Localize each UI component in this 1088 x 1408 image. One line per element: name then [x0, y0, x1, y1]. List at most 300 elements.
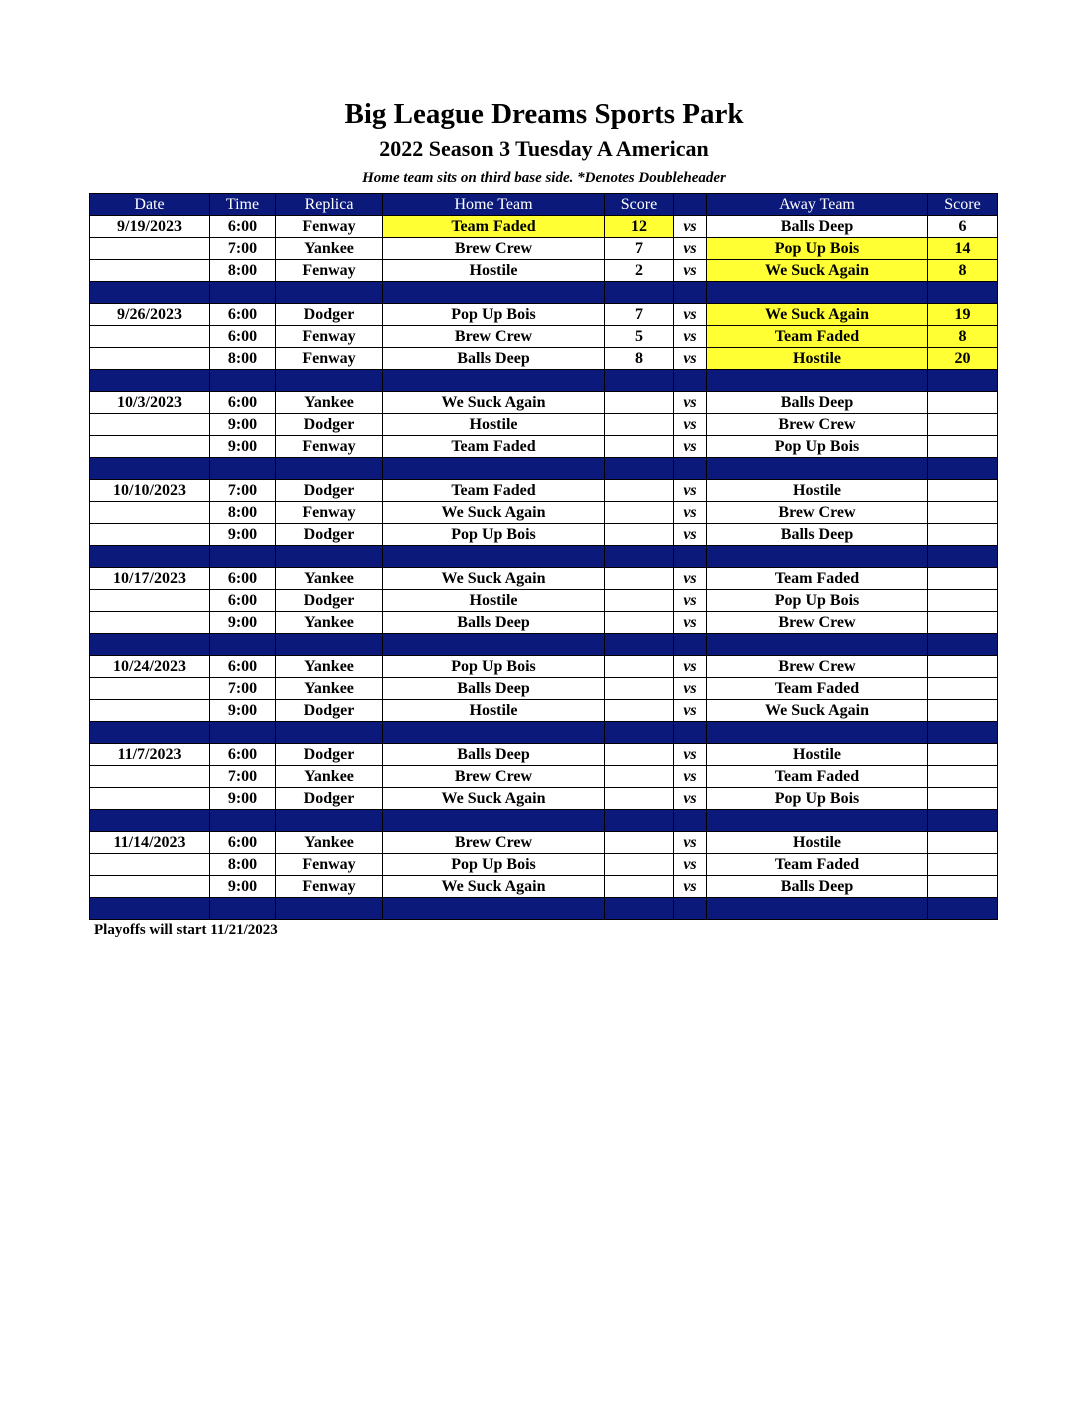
- cell-vs: vs: [674, 744, 707, 766]
- cell-home-score: [605, 678, 674, 700]
- cell-away-team: Balls Deep: [707, 216, 928, 238]
- cell-replica: Fenway: [276, 876, 383, 898]
- table-row: [90, 326, 998, 348]
- cell-home-team: Team Faded: [383, 436, 605, 458]
- cell-time: 7:00: [210, 480, 276, 502]
- cell-vs: vs: [674, 700, 707, 722]
- cell-vs: vs: [674, 216, 707, 238]
- cell-time: 8:00: [210, 854, 276, 876]
- cell-away-score: [928, 832, 998, 854]
- week-separator-row: [90, 722, 998, 744]
- table-row: [90, 524, 998, 546]
- table-row: [90, 590, 998, 612]
- separator-cell: [383, 546, 605, 568]
- cell-time: 9:00: [210, 414, 276, 436]
- separator-cell: [707, 458, 928, 480]
- cell-time: 8:00: [210, 502, 276, 524]
- cell-date: 11/14/2023: [90, 832, 210, 854]
- cell-home-score: 12: [605, 216, 674, 238]
- cell-away-score: [928, 700, 998, 722]
- cell-home-team: We Suck Again: [383, 392, 605, 414]
- cell-away-team: Hostile: [707, 348, 928, 370]
- cell-vs: vs: [674, 326, 707, 348]
- separator-cell: [276, 370, 383, 392]
- cell-home-team: Brew Crew: [383, 832, 605, 854]
- col-header-date: Date: [90, 194, 210, 216]
- cell-home-score: [605, 414, 674, 436]
- col-header-replica: Replica: [276, 194, 383, 216]
- cell-replica: Dodger: [276, 414, 383, 436]
- cell-away-score: [928, 766, 998, 788]
- cell-time: 6:00: [210, 216, 276, 238]
- cell-vs: vs: [674, 656, 707, 678]
- table-row: [90, 436, 998, 458]
- cell-away-score: [928, 480, 998, 502]
- cell-vs: vs: [674, 414, 707, 436]
- cell-time: 6:00: [210, 392, 276, 414]
- cell-away-team: Balls Deep: [707, 876, 928, 898]
- separator-cell: [210, 370, 276, 392]
- col-header-home-score: Score: [605, 194, 674, 216]
- cell-away-score: [928, 392, 998, 414]
- cell-time: 7:00: [210, 678, 276, 700]
- cell-home-score: [605, 568, 674, 590]
- cell-time: 9:00: [210, 788, 276, 810]
- cell-replica: Fenway: [276, 326, 383, 348]
- separator-cell: [928, 810, 998, 832]
- separator-cell: [383, 370, 605, 392]
- cell-date: 10/10/2023: [90, 480, 210, 502]
- cell-time: 6:00: [210, 590, 276, 612]
- week-separator-row: [90, 546, 998, 568]
- separator-cell: [276, 282, 383, 304]
- cell-replica: Dodger: [276, 788, 383, 810]
- separator-cell: [383, 810, 605, 832]
- separator-cell: [674, 458, 707, 480]
- cell-time: 6:00: [210, 744, 276, 766]
- cell-home-team: Team Faded: [383, 480, 605, 502]
- cell-home-score: [605, 590, 674, 612]
- cell-date: [90, 590, 210, 612]
- cell-time: 9:00: [210, 700, 276, 722]
- separator-cell: [928, 722, 998, 744]
- cell-replica: Fenway: [276, 260, 383, 282]
- separator-cell: [210, 634, 276, 656]
- cell-home-team: Pop Up Bois: [383, 304, 605, 326]
- cell-away-team: Team Faded: [707, 766, 928, 788]
- cell-away-team: We Suck Again: [707, 304, 928, 326]
- cell-home-team: Balls Deep: [383, 348, 605, 370]
- separator-cell: [90, 810, 210, 832]
- cell-away-score: 19: [928, 304, 998, 326]
- separator-cell: [276, 898, 383, 920]
- separator-cell: [605, 458, 674, 480]
- cell-date: 9/26/2023: [90, 304, 210, 326]
- cell-home-score: 2: [605, 260, 674, 282]
- cell-away-team: Team Faded: [707, 854, 928, 876]
- cell-replica: Fenway: [276, 854, 383, 876]
- cell-vs: vs: [674, 524, 707, 546]
- cell-replica: Dodger: [276, 744, 383, 766]
- table-row: [90, 238, 998, 260]
- cell-home-team: Pop Up Bois: [383, 524, 605, 546]
- playoffs-note: Playoffs will start 11/21/2023: [94, 922, 278, 938]
- separator-cell: [210, 898, 276, 920]
- cell-time: 8:00: [210, 260, 276, 282]
- cell-away-score: 8: [928, 326, 998, 348]
- cell-date: [90, 788, 210, 810]
- table-row: [90, 656, 998, 678]
- cell-away-team: Hostile: [707, 744, 928, 766]
- cell-replica: Yankee: [276, 238, 383, 260]
- cell-home-team: Brew Crew: [383, 326, 605, 348]
- table-row: [90, 568, 998, 590]
- cell-home-score: [605, 436, 674, 458]
- cell-home-score: [605, 656, 674, 678]
- separator-cell: [707, 722, 928, 744]
- cell-time: 9:00: [210, 524, 276, 546]
- cell-replica: Dodger: [276, 480, 383, 502]
- cell-vs: vs: [674, 348, 707, 370]
- cell-away-score: [928, 854, 998, 876]
- cell-home-score: 5: [605, 326, 674, 348]
- cell-away-score: 8: [928, 260, 998, 282]
- separator-cell: [210, 722, 276, 744]
- separator-cell: [90, 370, 210, 392]
- cell-replica: Dodger: [276, 590, 383, 612]
- separator-cell: [707, 898, 928, 920]
- cell-away-team: Brew Crew: [707, 612, 928, 634]
- week-separator-row: [90, 634, 998, 656]
- cell-home-score: [605, 876, 674, 898]
- schedule-body: [90, 216, 998, 920]
- cell-vs: vs: [674, 392, 707, 414]
- cell-away-team: Balls Deep: [707, 392, 928, 414]
- separator-cell: [276, 722, 383, 744]
- separator-cell: [674, 810, 707, 832]
- cell-time: 9:00: [210, 612, 276, 634]
- separator-cell: [383, 634, 605, 656]
- cell-date: [90, 854, 210, 876]
- table-row: [90, 304, 998, 326]
- table-row: [90, 744, 998, 766]
- cell-home-team: Hostile: [383, 700, 605, 722]
- cell-vs: vs: [674, 612, 707, 634]
- cell-vs: vs: [674, 436, 707, 458]
- cell-home-score: [605, 502, 674, 524]
- cell-time: 6:00: [210, 656, 276, 678]
- cell-vs: vs: [674, 304, 707, 326]
- separator-cell: [90, 546, 210, 568]
- cell-home-score: [605, 744, 674, 766]
- cell-away-team: We Suck Again: [707, 700, 928, 722]
- schedule-note: Home team sits on third base side. *Denotes Doubleheader: [362, 170, 726, 186]
- cell-away-team: Team Faded: [707, 326, 928, 348]
- separator-cell: [90, 722, 210, 744]
- cell-replica: Yankee: [276, 392, 383, 414]
- cell-date: [90, 326, 210, 348]
- page-title: Big League Dreams Sports Park: [344, 98, 744, 130]
- col-header-away-team: Away Team: [707, 194, 928, 216]
- table-row: [90, 876, 998, 898]
- table-row: [90, 612, 998, 634]
- cell-home-team: Balls Deep: [383, 744, 605, 766]
- week-separator-row: [90, 810, 998, 832]
- cell-away-team: Hostile: [707, 832, 928, 854]
- col-header-home-team: Home Team: [383, 194, 605, 216]
- cell-home-team: Pop Up Bois: [383, 656, 605, 678]
- cell-home-team: Balls Deep: [383, 678, 605, 700]
- separator-cell: [674, 898, 707, 920]
- cell-away-score: 20: [928, 348, 998, 370]
- cell-away-score: [928, 678, 998, 700]
- separator-cell: [674, 722, 707, 744]
- table-row: [90, 392, 998, 414]
- cell-home-team: We Suck Again: [383, 876, 605, 898]
- cell-away-team: Brew Crew: [707, 502, 928, 524]
- table-row: [90, 414, 998, 436]
- cell-away-score: [928, 414, 998, 436]
- separator-cell: [605, 370, 674, 392]
- cell-home-team: Brew Crew: [383, 238, 605, 260]
- cell-time: 6:00: [210, 832, 276, 854]
- cell-time: 9:00: [210, 436, 276, 458]
- cell-replica: Yankee: [276, 678, 383, 700]
- cell-away-score: [928, 876, 998, 898]
- table-row: [90, 502, 998, 524]
- cell-away-team: Brew Crew: [707, 656, 928, 678]
- cell-vs: vs: [674, 502, 707, 524]
- separator-cell: [90, 458, 210, 480]
- cell-date: [90, 414, 210, 436]
- cell-home-team: Brew Crew: [383, 766, 605, 788]
- cell-away-team: Pop Up Bois: [707, 436, 928, 458]
- separator-cell: [210, 810, 276, 832]
- separator-cell: [90, 898, 210, 920]
- separator-cell: [383, 458, 605, 480]
- cell-away-team: Balls Deep: [707, 524, 928, 546]
- separator-cell: [674, 282, 707, 304]
- separator-cell: [605, 634, 674, 656]
- separator-cell: [605, 546, 674, 568]
- cell-date: [90, 612, 210, 634]
- cell-away-team: Pop Up Bois: [707, 238, 928, 260]
- separator-cell: [210, 546, 276, 568]
- cell-replica: Yankee: [276, 568, 383, 590]
- separator-cell: [928, 370, 998, 392]
- separator-cell: [605, 898, 674, 920]
- separator-cell: [707, 370, 928, 392]
- table-row: [90, 700, 998, 722]
- cell-date: 10/3/2023: [90, 392, 210, 414]
- separator-cell: [276, 546, 383, 568]
- cell-away-score: [928, 502, 998, 524]
- separator-cell: [90, 282, 210, 304]
- separator-cell: [928, 898, 998, 920]
- week-separator-row: [90, 370, 998, 392]
- cell-replica: Fenway: [276, 216, 383, 238]
- cell-replica: Yankee: [276, 656, 383, 678]
- cell-home-team: We Suck Again: [383, 502, 605, 524]
- table-row: [90, 766, 998, 788]
- separator-cell: [210, 458, 276, 480]
- cell-replica: Yankee: [276, 612, 383, 634]
- cell-vs: vs: [674, 480, 707, 502]
- cell-time: 6:00: [210, 326, 276, 348]
- cell-date: 10/24/2023: [90, 656, 210, 678]
- cell-date: [90, 436, 210, 458]
- cell-date: 10/17/2023: [90, 568, 210, 590]
- cell-replica: Dodger: [276, 304, 383, 326]
- cell-away-score: 6: [928, 216, 998, 238]
- cell-away-team: Hostile: [707, 480, 928, 502]
- separator-cell: [90, 634, 210, 656]
- separator-cell: [928, 634, 998, 656]
- cell-away-score: [928, 656, 998, 678]
- cell-away-team: We Suck Again: [707, 260, 928, 282]
- cell-date: [90, 238, 210, 260]
- cell-date: [90, 502, 210, 524]
- cell-date: [90, 766, 210, 788]
- table-row: [90, 216, 998, 238]
- separator-cell: [707, 546, 928, 568]
- separator-cell: [674, 546, 707, 568]
- separator-cell: [707, 810, 928, 832]
- table-row: [90, 832, 998, 854]
- cell-away-score: [928, 524, 998, 546]
- separator-cell: [605, 810, 674, 832]
- cell-away-score: [928, 744, 998, 766]
- cell-home-team: Balls Deep: [383, 612, 605, 634]
- cell-time: 6:00: [210, 304, 276, 326]
- cell-home-score: [605, 700, 674, 722]
- separator-cell: [210, 282, 276, 304]
- cell-vs: vs: [674, 766, 707, 788]
- cell-replica: Yankee: [276, 766, 383, 788]
- cell-vs: vs: [674, 238, 707, 260]
- separator-cell: [276, 634, 383, 656]
- cell-date: [90, 348, 210, 370]
- separator-cell: [383, 722, 605, 744]
- week-separator-row: [90, 282, 998, 304]
- separator-cell: [707, 634, 928, 656]
- cell-away-team: Team Faded: [707, 678, 928, 700]
- table-row: [90, 260, 998, 282]
- week-separator-row: [90, 458, 998, 480]
- cell-away-score: [928, 590, 998, 612]
- cell-away-team: Brew Crew: [707, 414, 928, 436]
- cell-vs: vs: [674, 854, 707, 876]
- separator-cell: [928, 546, 998, 568]
- separator-cell: [276, 810, 383, 832]
- cell-away-team: Pop Up Bois: [707, 788, 928, 810]
- cell-away-score: [928, 612, 998, 634]
- col-header-away-score: Score: [928, 194, 998, 216]
- cell-replica: Fenway: [276, 348, 383, 370]
- cell-vs: vs: [674, 832, 707, 854]
- separator-cell: [276, 458, 383, 480]
- cell-home-score: 8: [605, 348, 674, 370]
- table-row: [90, 348, 998, 370]
- cell-home-score: 7: [605, 304, 674, 326]
- cell-home-score: [605, 832, 674, 854]
- cell-vs: vs: [674, 678, 707, 700]
- cell-home-score: [605, 766, 674, 788]
- cell-time: 8:00: [210, 348, 276, 370]
- cell-vs: vs: [674, 590, 707, 612]
- cell-away-score: [928, 788, 998, 810]
- cell-away-score: [928, 436, 998, 458]
- cell-home-score: [605, 392, 674, 414]
- col-header-time: Time: [210, 194, 276, 216]
- cell-home-team: Hostile: [383, 590, 605, 612]
- table-header-row: [90, 194, 998, 216]
- cell-away-score: 14: [928, 238, 998, 260]
- separator-cell: [605, 282, 674, 304]
- cell-replica: Fenway: [276, 502, 383, 524]
- table-row: [90, 854, 998, 876]
- cell-date: [90, 524, 210, 546]
- page-subtitle: 2022 Season 3 Tuesday A American: [379, 136, 709, 161]
- cell-home-score: [605, 480, 674, 502]
- cell-home-score: [605, 854, 674, 876]
- week-separator-row: [90, 898, 998, 920]
- cell-date: [90, 260, 210, 282]
- cell-home-team: Hostile: [383, 414, 605, 436]
- cell-time: 6:00: [210, 568, 276, 590]
- cell-home-score: 7: [605, 238, 674, 260]
- cell-time: 7:00: [210, 766, 276, 788]
- cell-away-score: [928, 568, 998, 590]
- cell-date: [90, 876, 210, 898]
- separator-cell: [928, 458, 998, 480]
- cell-time: 9:00: [210, 876, 276, 898]
- cell-replica: Dodger: [276, 700, 383, 722]
- table-row: [90, 678, 998, 700]
- table-row: [90, 788, 998, 810]
- cell-home-score: [605, 524, 674, 546]
- cell-home-team: We Suck Again: [383, 788, 605, 810]
- cell-date: [90, 678, 210, 700]
- separator-cell: [674, 370, 707, 392]
- cell-vs: vs: [674, 876, 707, 898]
- cell-replica: Dodger: [276, 524, 383, 546]
- cell-vs: vs: [674, 788, 707, 810]
- table-row: [90, 480, 998, 502]
- cell-replica: Yankee: [276, 832, 383, 854]
- cell-replica: Fenway: [276, 436, 383, 458]
- cell-vs: vs: [674, 568, 707, 590]
- separator-cell: [928, 282, 998, 304]
- col-header-vs: [674, 194, 707, 216]
- cell-home-team: Pop Up Bois: [383, 854, 605, 876]
- cell-date: 9/19/2023: [90, 216, 210, 238]
- separator-cell: [707, 282, 928, 304]
- cell-vs: vs: [674, 260, 707, 282]
- schedule-table: [89, 193, 998, 920]
- cell-home-team: Team Faded: [383, 216, 605, 238]
- cell-away-team: Pop Up Bois: [707, 590, 928, 612]
- cell-home-score: [605, 612, 674, 634]
- separator-cell: [383, 282, 605, 304]
- cell-date: [90, 700, 210, 722]
- cell-home-team: Hostile: [383, 260, 605, 282]
- cell-date: 11/7/2023: [90, 744, 210, 766]
- separator-cell: [605, 722, 674, 744]
- cell-away-team: Team Faded: [707, 568, 928, 590]
- cell-home-team: We Suck Again: [383, 568, 605, 590]
- separator-cell: [674, 634, 707, 656]
